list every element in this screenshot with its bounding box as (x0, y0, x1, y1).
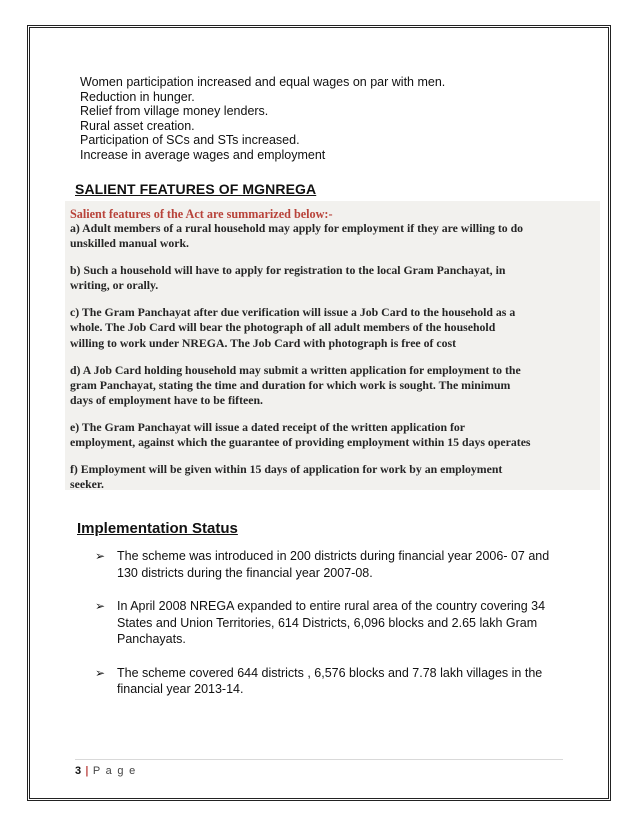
act-feature-c (70, 305, 600, 350)
act-feature-line: unskilled manual work. (70, 236, 189, 251)
act-feature-line: f) Employment will be given within 15 days of application for work by an employment (70, 462, 503, 477)
intro-line: Increase in average wages and employment (80, 147, 326, 162)
act-feature-line: writing, or orally. (70, 278, 159, 293)
list-item (95, 598, 565, 648)
act-feature-a (70, 221, 600, 251)
list-item (95, 665, 565, 698)
intro-line: Women participation increased and equal wages on par with men. (80, 75, 446, 89)
footer-separator: | (85, 765, 90, 777)
arrow-bullet-icon: ➢ (95, 665, 106, 680)
act-feature-line: employment, against which the guarantee of providing employment within 15 days operates (70, 435, 531, 450)
act-feature-line: gram Panchayat, stating the time and duration for which work is sought. The minimum (70, 377, 511, 392)
page-number: 3 (75, 765, 83, 777)
page-label: P a g e (92, 765, 137, 777)
salient-features-heading: SALIENT FEATURES OF MGNREGA (75, 181, 317, 197)
act-features-image (65, 201, 600, 490)
list-item-text: The scheme was introduced in 200 districts during financial year 2006- 07 and 130 districts during the financial year 2007-08. (117, 549, 550, 580)
act-feature-line: c) The Gram Panchayat after due verification will issue a Job Card to the household as a (70, 305, 516, 320)
implementation-list (95, 548, 565, 715)
act-feature-line: whole. The Job Card will bear the photograph of all adult members of the household (70, 320, 496, 335)
act-feature-e (70, 420, 600, 450)
page-footer (75, 765, 137, 777)
act-feature-line: d) A Job Card holding household may submit a written application for employment to the (70, 362, 521, 377)
act-feature-line: seeker. (70, 477, 104, 492)
arrow-bullet-icon: ➢ (95, 549, 106, 563)
act-feature-b (70, 263, 600, 293)
implementation-status-heading: Implementation Status (77, 520, 238, 537)
act-feature-f (70, 462, 600, 492)
footer-divider (75, 759, 563, 760)
act-feature-line: e) The Gram Panchayat will issue a dated receipt of the written application for (70, 419, 466, 434)
act-feature-line: willing to work under NREGA. The Job Card with photograph is free of cost (70, 335, 457, 350)
arrow-bullet-icon: ➢ (95, 599, 106, 613)
intro-line: Relief from village money lenders. (80, 104, 269, 119)
act-features-title: Salient features of the Act are summarized below:- (70, 207, 333, 221)
list-item-text: The scheme covered 644 districts , 6,576 blocks and 7.78 lakh villages in the financial year 2013-14. (117, 665, 543, 696)
act-feature-d (70, 363, 600, 408)
intro-list (80, 75, 580, 163)
list-item (95, 548, 565, 581)
list-item-text: In April 2008 NREGA expanded to entire rural area of the country covering 34 States and Union Territories, 614 Districts, 6,096 blocks and 2.65 lakh Gram Panchayats. (117, 599, 546, 646)
act-feature-line: b) Such a household will have to apply for registration to the local Gram Panchayat, in (70, 263, 506, 278)
act-feature-line: a) Adult members of a rural household may apply for employment if they are willing to do (70, 221, 524, 235)
intro-line: Reduction in hunger. (80, 89, 195, 104)
act-feature-line: days of employment have to be fifteen. (70, 392, 263, 407)
intro-line: Participation of SCs and STs increased. (80, 133, 300, 148)
intro-line: Rural asset creation. (80, 118, 195, 133)
